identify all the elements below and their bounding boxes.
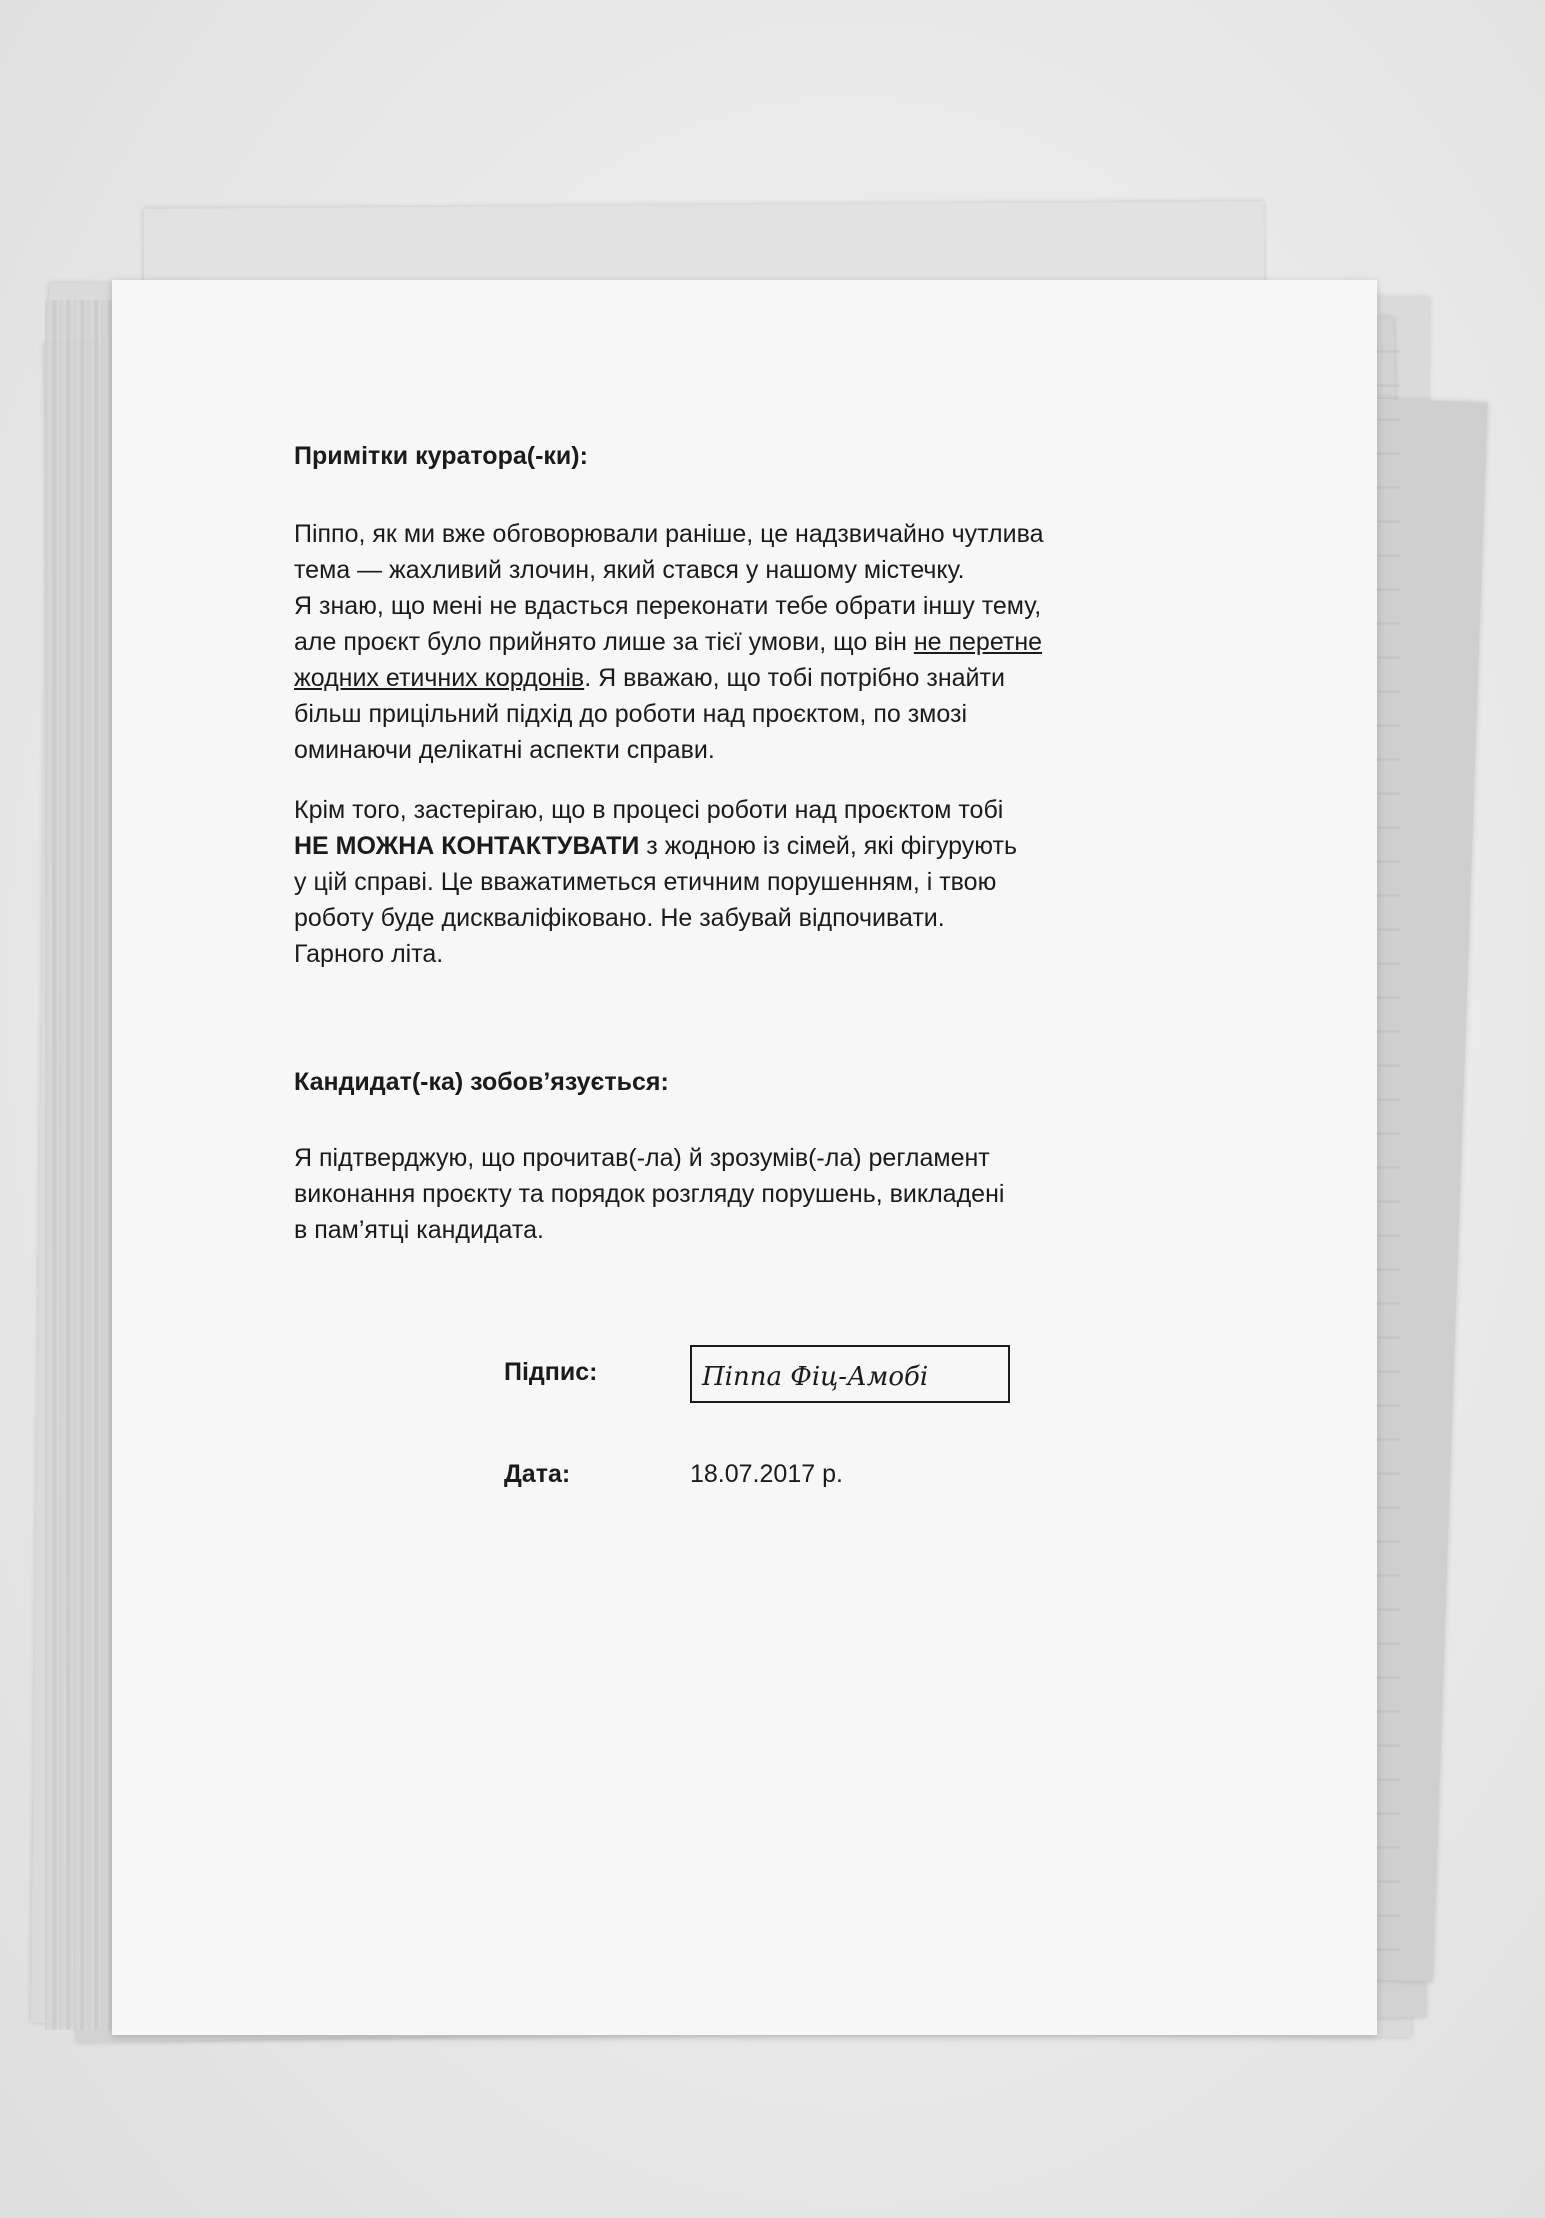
candidate-commitment-heading: Кандидат(-ка) зобов’язується: — [294, 1068, 669, 1096]
text-line — [294, 624, 1214, 660]
text-line: Я знаю, що мені не вдасться переконати тебе обрати іншу тему, — [294, 592, 1042, 620]
text-line: в пам’ятці кандидата. — [294, 1216, 544, 1244]
text-line — [294, 828, 1214, 864]
document-sheet — [112, 280, 1377, 2035]
text-fragment: з жодною із сімей, які фігурують — [639, 832, 1017, 860]
signature-box — [690, 1345, 1010, 1403]
text-line: Крім того, застерігаю, що в процесі роботи над проєктом тобі — [294, 796, 1004, 824]
date-value: 18.07.2017 р. — [690, 1460, 843, 1488]
curator-notes-paragraph-2 — [294, 792, 1214, 972]
text-line: Піппо, як ми вже обговорювали раніше, це надзвичайно чутлива — [294, 520, 1044, 548]
handwritten-signature — [698, 1351, 1003, 1399]
candidate-commitment-paragraph — [294, 1140, 1214, 1248]
text-line — [294, 660, 1214, 696]
curator-notes-heading: Примітки куратора(-ки): — [294, 442, 588, 470]
text-line: тема — жахливий злочин, який стався у нашому містечку. — [294, 556, 965, 584]
text-fragment: . Я вважаю, що тобі потрібно знайти — [584, 664, 1005, 692]
signature-label: Підпис: — [504, 1358, 598, 1386]
text-line: більш прицільний підхід до роботи над проєктом, по змозі — [294, 700, 967, 728]
paper-stack-edge — [45, 300, 115, 2030]
text-line: оминаючи делікатні аспекти справи. — [294, 736, 715, 764]
underlined-phrase: не перетне — [913, 628, 1043, 656]
text-line: у цій справі. Це вважатиметься етичним порушенням, і твою — [294, 868, 997, 896]
curator-notes-paragraph-1 — [294, 516, 1214, 768]
text-line: Гарного літа. — [294, 940, 444, 968]
text-line: виконання проєкту та порядок розгляду порушень, викладені — [294, 1180, 1005, 1208]
underlined-phrase: жодних етичних кордонів — [294, 664, 585, 692]
text-fragment: але проєкт було прийнято лише за тієї умови, що він — [294, 628, 914, 656]
text-line: роботу буде дискваліфіковано. Не забувай відпочивати. — [294, 904, 945, 932]
text-line: Я підтверджую, що прочитав(-ла) й зрозумів(-ла) регламент — [294, 1144, 990, 1172]
bold-warning: НЕ МОЖНА КОНТАКТУВАТИ — [294, 832, 640, 860]
signature-text: Піппа Фіц-Амобі — [702, 1362, 929, 1392]
document-content — [294, 438, 1214, 1248]
date-label: Дата: — [504, 1460, 571, 1488]
